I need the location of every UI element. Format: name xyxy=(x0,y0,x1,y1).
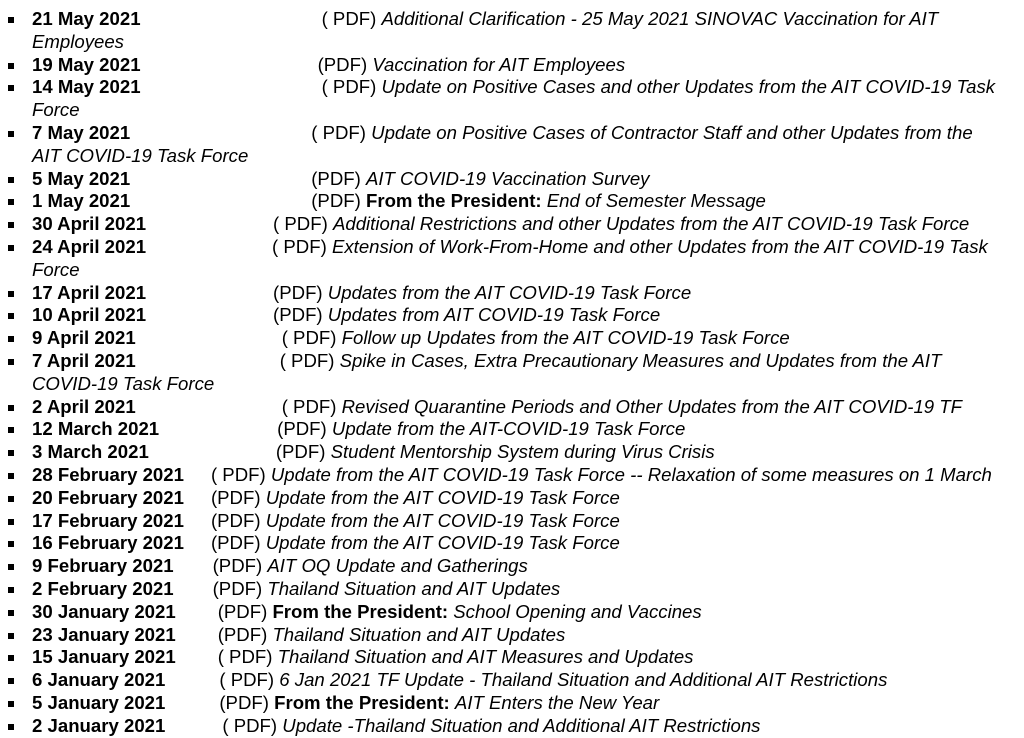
pdf-link[interactable]: (PDF) xyxy=(210,532,261,554)
pdf-link[interactable]: ( PDF) xyxy=(273,213,328,235)
item-date: 21 May 2021 xyxy=(32,8,141,29)
item-title: Revised Quarantine Periods and Other Updates from the AIT COVID-19 TF xyxy=(341,395,963,417)
item-date: 2 January 2021 xyxy=(32,714,166,736)
item-title: Updates from AIT COVID-19 Task Force xyxy=(327,304,661,326)
bullet-icon xyxy=(8,633,14,639)
item-title: Update from the AIT COVID-19 Task Force xyxy=(265,486,620,508)
item-title: School Opening and Vaccines xyxy=(453,600,702,622)
item-title: Additional Clarification - 25 May 2021 SINOVAC Vaccination for AIT Employees xyxy=(32,8,939,52)
list-item xyxy=(0,122,1024,168)
pdf-link[interactable]: ( PDF) xyxy=(321,8,377,29)
item-date: 7 April 2021 xyxy=(32,349,136,371)
item-date: 5 May 2021 xyxy=(32,167,131,189)
list-item xyxy=(0,669,1024,692)
pdf-link[interactable]: (PDF) xyxy=(210,509,261,531)
list-item xyxy=(0,692,1024,715)
bullet-icon xyxy=(8,199,14,205)
item-title: Spike in Cases, Extra Precautionary Measures and Updates from the AIT COVID-19 Task Force xyxy=(32,349,942,394)
pdf-link[interactable]: ( PDF) xyxy=(311,121,366,143)
bullet-icon xyxy=(8,131,14,137)
item-title: Update from the AIT COVID-19 Task Force xyxy=(265,532,620,554)
pdf-link[interactable]: (PDF) xyxy=(219,691,269,713)
item-date: 17 April 2021 xyxy=(32,281,147,303)
bullet-icon xyxy=(8,701,14,707)
item-date: 14 May 2021 xyxy=(32,76,141,98)
pdf-link[interactable]: ( PDF) xyxy=(222,714,278,736)
list-item xyxy=(0,510,1024,533)
item-date: 2 February 2021 xyxy=(32,577,174,599)
list-item xyxy=(0,646,1024,669)
bullet-icon xyxy=(8,336,14,342)
item-date: 2 April 2021 xyxy=(32,395,136,417)
item-title: AIT OQ Update and Gatherings xyxy=(267,555,528,577)
item-title: Vaccination for AIT Employees xyxy=(372,53,626,75)
item-title: AIT Enters the New Year xyxy=(454,691,660,713)
item-date: 6 January 2021 xyxy=(32,669,166,691)
list-item xyxy=(0,8,1024,54)
bullet-icon xyxy=(8,177,14,183)
item-title: Updates from the AIT COVID-19 Task Force xyxy=(327,281,692,303)
bullet-icon xyxy=(8,587,14,593)
item-date: 9 February 2021 xyxy=(32,555,174,577)
bullet-icon xyxy=(8,405,14,411)
item-title: Update on Positive Cases and other Updates from the AIT COVID-19 Task Force xyxy=(32,76,996,121)
list-item xyxy=(0,168,1024,191)
item-date: 1 May 2021 xyxy=(32,190,131,212)
updates-list xyxy=(0,8,1024,738)
item-date: 23 January 2021 xyxy=(32,623,176,645)
list-item xyxy=(0,54,1024,77)
item-title: Student Mentorship System during Virus Crisis xyxy=(330,441,715,463)
item-date: 10 April 2021 xyxy=(32,304,147,326)
item-date: 19 May 2021 xyxy=(32,53,141,75)
bullet-icon xyxy=(8,450,14,456)
item-date: 12 March 2021 xyxy=(32,418,160,440)
bullet-icon xyxy=(8,359,14,365)
pdf-link[interactable]: (PDF) xyxy=(217,600,268,622)
list-item xyxy=(0,190,1024,213)
list-item xyxy=(0,624,1024,647)
list-item xyxy=(0,487,1024,510)
pdf-link[interactable]: (PDF) xyxy=(217,623,268,645)
list-item xyxy=(0,601,1024,624)
item-title: Update from the AIT COVID-19 Task Force -- Relaxation of some measures on 1 March xyxy=(270,463,992,485)
item-title: Update on Positive Cases of Contractor Staff and other Updates from the AIT COVID-19 Task Force xyxy=(32,121,973,166)
bullet-icon xyxy=(8,541,14,547)
pdf-link[interactable]: (PDF) xyxy=(277,418,327,440)
bullet-icon xyxy=(8,427,14,433)
item-date: 15 January 2021 xyxy=(32,646,176,668)
list-item xyxy=(0,396,1024,419)
list-item xyxy=(0,350,1024,396)
list-item xyxy=(0,213,1024,236)
item-date: 28 February 2021 xyxy=(32,463,184,485)
bullet-icon xyxy=(8,473,14,479)
item-date: 16 February 2021 xyxy=(32,532,184,554)
bullet-icon xyxy=(8,678,14,684)
pdf-link[interactable]: ( PDF) xyxy=(279,349,335,371)
bullet-icon xyxy=(8,519,14,525)
item-title: End of Semester Message xyxy=(546,190,766,212)
list-item xyxy=(0,555,1024,578)
bullet-icon xyxy=(8,564,14,570)
list-item xyxy=(0,327,1024,350)
item-title: Thailand Situation and AIT Updates xyxy=(272,623,566,645)
pdf-link[interactable]: ( PDF) xyxy=(281,327,337,349)
president-label: From the President: xyxy=(272,600,449,622)
bullet-icon xyxy=(8,655,14,661)
list-item xyxy=(0,76,1024,122)
item-date: 5 January 2021 xyxy=(32,691,166,713)
item-title: Extension of Work-From-Home and other Updates from the AIT COVID-19 Task Force xyxy=(32,235,988,280)
item-date: 30 January 2021 xyxy=(32,600,176,622)
bullet-icon xyxy=(8,85,14,91)
list-item xyxy=(0,532,1024,555)
list-item xyxy=(0,282,1024,305)
item-date: 3 March 2021 xyxy=(32,441,149,463)
item-date: 20 February 2021 xyxy=(32,486,184,508)
list-item xyxy=(0,418,1024,441)
item-title: Update -Thailand Situation and Additional AIT Restrictions xyxy=(282,714,761,736)
item-date: 9 April 2021 xyxy=(32,327,136,349)
bullet-icon xyxy=(8,496,14,502)
pdf-link[interactable]: (PDF) xyxy=(212,555,263,577)
item-title: 6 Jan 2021 TF Update - Thailand Situation and Additional AIT Restrictions xyxy=(279,669,888,691)
list-item xyxy=(0,464,1024,487)
bullet-icon xyxy=(8,17,14,23)
pdf-link[interactable]: ( PDF) xyxy=(210,463,266,485)
bullet-icon xyxy=(8,724,14,730)
item-date: 30 April 2021 xyxy=(32,213,147,235)
pdf-link[interactable]: (PDF) xyxy=(210,486,261,508)
bullet-icon xyxy=(8,63,14,69)
item-title: Update from the AIT-COVID-19 Task Force xyxy=(331,418,686,440)
pdf-link[interactable]: (PDF) xyxy=(273,304,323,326)
item-title: Additional Restrictions and other Updates from the AIT COVID-19 Task Force xyxy=(332,213,970,235)
list-item xyxy=(0,715,1024,738)
bullet-icon xyxy=(8,610,14,616)
item-date: 17 February 2021 xyxy=(32,509,184,531)
list-item xyxy=(0,236,1024,282)
pdf-link[interactable]: (PDF) xyxy=(317,53,368,75)
list-item xyxy=(0,304,1024,327)
bullet-icon xyxy=(8,313,14,319)
bullet-icon xyxy=(8,291,14,297)
item-date: 24 April 2021 xyxy=(32,235,147,257)
pdf-link[interactable]: (PDF) xyxy=(212,577,263,599)
item-title: Thailand Situation and AIT Measures and Updates xyxy=(277,646,694,668)
pdf-link[interactable]: (PDF) xyxy=(311,190,361,212)
pdf-link[interactable]: ( PDF) xyxy=(219,669,275,691)
pdf-link[interactable]: (PDF) xyxy=(311,167,361,189)
item-title: AIT COVID-19 Vaccination Survey xyxy=(365,167,650,189)
pdf-link[interactable]: (PDF) xyxy=(273,281,323,303)
item-date: 7 May 2021 xyxy=(32,121,131,143)
item-title: Follow up Updates from the AIT COVID-19 Task Force xyxy=(341,327,790,349)
item-title: Thailand Situation and AIT Updates xyxy=(267,577,561,599)
list-item xyxy=(0,578,1024,601)
item-title: Update from the AIT COVID-19 Task Force xyxy=(265,509,620,531)
bullet-icon xyxy=(8,222,14,228)
pdf-link[interactable]: (PDF) xyxy=(275,441,326,463)
bullet-icon xyxy=(8,245,14,251)
president-label: From the President: xyxy=(274,691,450,713)
pdf-link[interactable]: ( PDF) xyxy=(272,235,327,257)
list-item xyxy=(0,441,1024,464)
pdf-link[interactable]: ( PDF) xyxy=(321,76,377,98)
president-label: From the President: xyxy=(365,190,542,212)
pdf-link[interactable]: ( PDF) xyxy=(281,395,337,417)
pdf-link[interactable]: ( PDF) xyxy=(217,646,273,668)
